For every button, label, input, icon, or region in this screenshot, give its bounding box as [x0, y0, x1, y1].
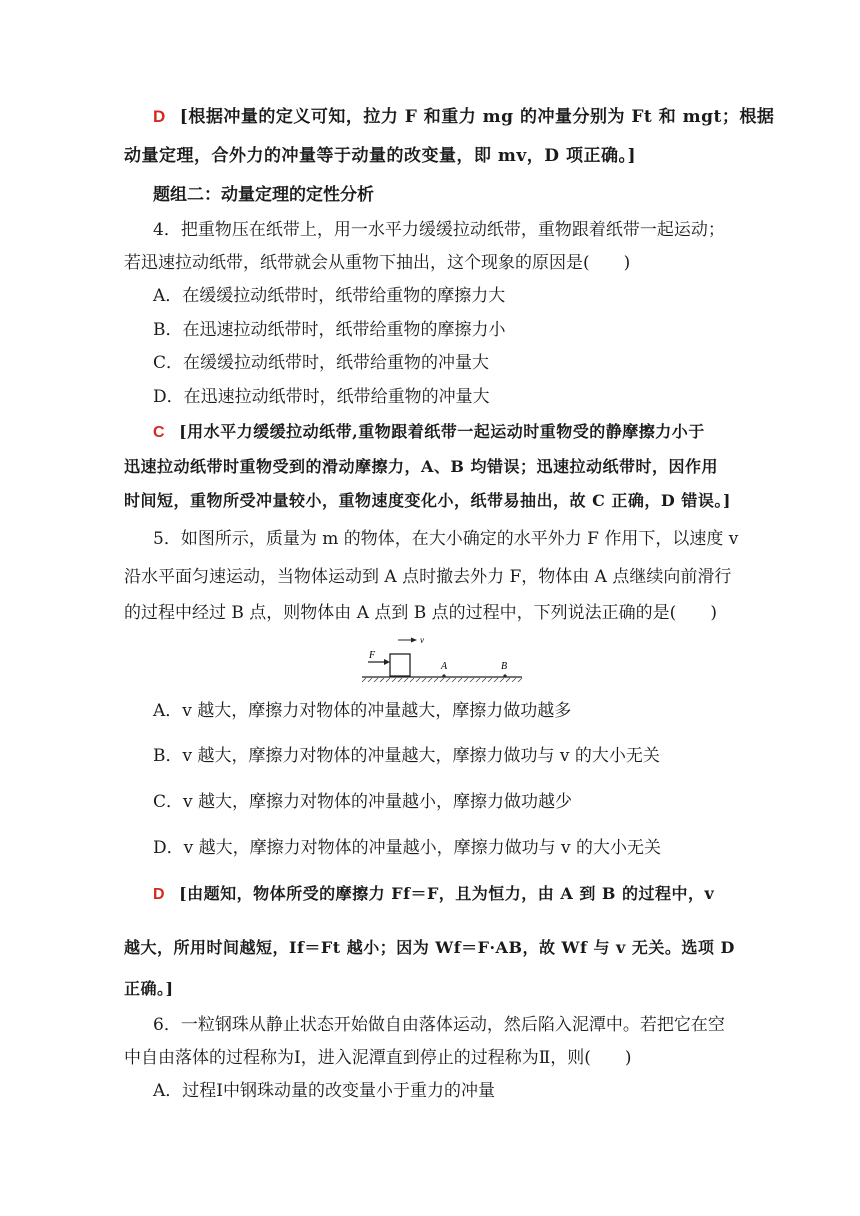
question-6-line-2: 中自由落体的过程称为Ⅰ，进入泥潭直到停止的过程称为Ⅱ，则( )	[124, 1048, 632, 1068]
answer-letter: C	[153, 424, 166, 441]
label-B: B	[501, 661, 508, 672]
answer-letter: D	[153, 107, 166, 126]
answer-letter: D	[153, 886, 166, 903]
block-on-surface-diagram	[362, 634, 532, 684]
question-5-line-2: 沿水平面匀速运动，当物体运动到 A 点时撤去外力 F，物体由 A 点继续向前滑行	[124, 567, 732, 587]
label-v: v	[420, 635, 424, 645]
question-4-line-2: 若迅速拉动纸带，纸带就会从重物下抽出，这个现象的原因是( )	[124, 253, 631, 273]
question-5-line-3: 的过程中经过 B 点，则物体由 A 点到 B 点的过程中，下列说法正确的是( )	[124, 603, 717, 623]
question-5-line-1: 5．如图所示，质量为 m 的物体，在大小确定的水平外力 F 作用下，以速度 v	[153, 529, 739, 549]
question-4-line-1: 4．把重物压在纸带上，用一水平力缓缓拉动纸带，重物跟着纸带一起运动；	[153, 220, 725, 240]
question-6-line-1: 6．一粒钢珠从静止状态开始做自由落体运动，然后陷入泥潭中。若把它在空	[153, 1015, 725, 1035]
question-4-option-a: A．在缓缓拉动纸带时，纸带给重物的摩擦力大	[153, 286, 506, 306]
answer-5-line-2: 越大，所用时间越短，If＝Ft 越小；因为 Wf＝F·AB，故 Wf 与 v 无关。选项 D	[124, 938, 735, 957]
block	[390, 654, 410, 676]
question-6-option-a: A．过程Ⅰ中钢珠动量的改变量小于重力的冲量	[153, 1081, 495, 1101]
question-4-option-b: B．在迅速拉动纸带时，纸带给重物的摩擦力小	[153, 320, 506, 340]
answer-4-line-1: C [用水平力缓缓拉动纸带,重物跟着纸带一起运动时重物受的静摩擦力小于	[153, 422, 705, 441]
answer-3-line-2: 动量定理，合外力的冲量等于动量的改变量，即 mv，D 项正确。]	[124, 146, 636, 166]
answer-5-line-3: 正确。]	[124, 979, 174, 998]
question-4-option-d: D．在迅速拉动纸带时，纸带给重物的冲量大	[153, 387, 490, 407]
answer-5-line-1: D [由题知，物体所受的摩擦力 Ff＝F，且为恒力，由 A 到 B 的过程中，v	[153, 884, 715, 903]
question-5-option-c: C．v 越大，摩擦力对物体的冲量越小，摩擦力做功越少	[153, 792, 573, 812]
label-A: A	[441, 661, 448, 672]
answer-4-line-2: 迅速拉动纸带时重物受到的滑动摩擦力，A、B 均错误；迅速拉动纸带时，因作用	[124, 457, 719, 476]
section-heading: 题组二：动量定理的定性分析	[153, 185, 374, 204]
question-5-option-a: A．v 越大，摩擦力对物体的冲量越大，摩擦力做功越多	[153, 701, 572, 721]
physics-diagram	[362, 634, 532, 688]
answer-4-line-3: 时间短，重物所受冲量较小，重物速度变化小，纸带易抽出，故 C 正确，D 错误。]	[124, 491, 731, 510]
question-5-option-d: D．v 越大，摩擦力对物体的冲量越小，摩擦力做功与 v 的大小无关	[153, 838, 662, 858]
label-F: F	[369, 650, 376, 661]
question-5-option-b: B．v 越大，摩擦力对物体的冲量越大，摩擦力做功与 v 的大小无关	[153, 746, 660, 766]
answer-3-line-1: D [根据冲量的定义可知，拉力 F 和重力 mg 的冲量分别为 Ft 和 mgt；根据	[153, 107, 775, 127]
question-4-option-c: C．在缓缓拉动纸带时，纸带给重物的冲量大	[153, 353, 490, 373]
